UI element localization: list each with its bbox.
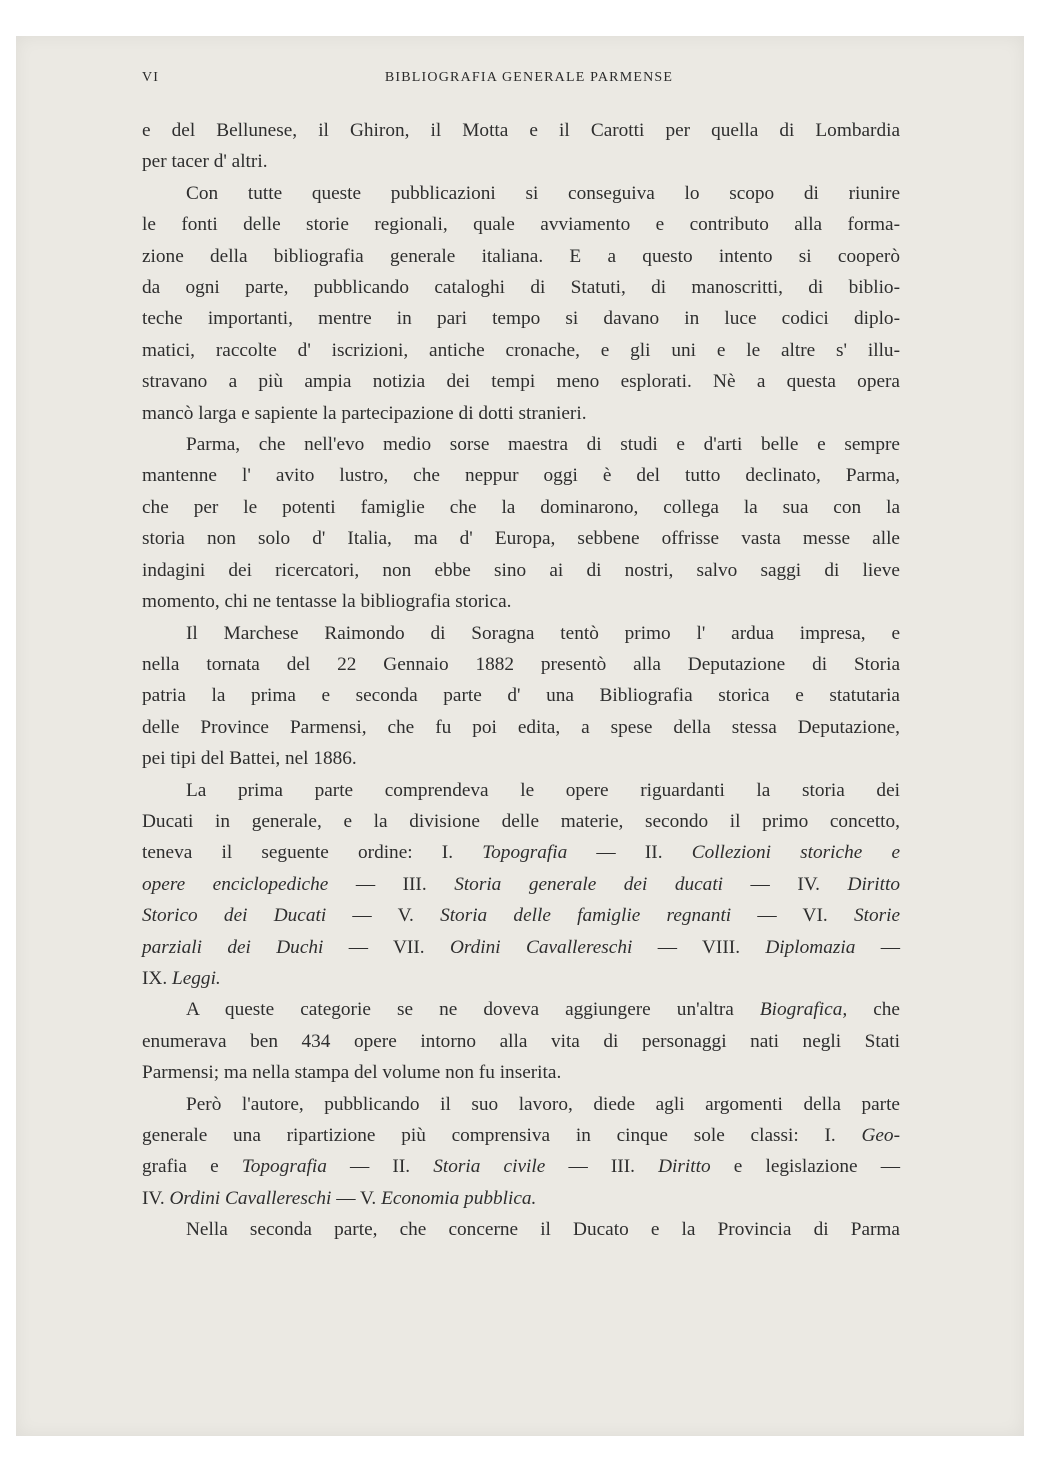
text-line: stravano a più ampia notizia dei tempi meno esplorati. Nè a questa opera [142,371,900,393]
text-line: Ducati in generale, e la divisione delle materie, secondo il primo concetto, [142,810,900,832]
text-line: da ogni parte, pubblicando cataloghi di Statuti, di manoscritti, di biblio- [142,277,900,299]
text-line: A queste categorie se ne doveva aggiungere un'altra Biografica, che [186,999,900,1021]
text-line: teneva il seguente ordine: I. Topografia — II. Collezioni storiche e [142,842,900,864]
text-line: teche importanti, mentre in pari tempo si davano in luce codici diplo- [142,308,900,330]
text-line: enumerava ben 434 opere intorno alla vita di personaggi nati negli Stati [142,1030,900,1052]
text-line: mancò larga e sapiente la partecipazione di dotti stranieri. [142,402,587,424]
text-line: Storico dei Ducati — V. Storia delle famiglie regnanti — VI. Storie [142,905,901,927]
running-header [142,70,916,90]
text-line: parziali dei Duchi — VII. Ordini Cavallereschi — VIII. Diplomazia — [142,936,900,958]
text-line: IX. Leggi. [142,967,221,989]
text-line: le fonti delle storie regionali, quale avviamento e contributo alla forma- [142,214,900,236]
text-line: IV. Ordini Cavallereschi — V. Economia pubblica. [142,1187,537,1209]
text-line: delle Province Parmensi, che fu poi edita, a spese della stessa Deputazione, [142,716,900,738]
text-line: pei tipi del Battei, nel 1886. [142,748,357,770]
page-number: VI [142,70,160,85]
text-line: zione della bibliografia generale italiana. E a questo intento si cooperò [142,245,900,267]
text-line: generale una ripartizione più comprensiva in cinque sole classi: I. Geo- [142,1125,900,1146]
text-line: Parmensi; ma nella stampa del volume non fu inserita. [142,1062,562,1084]
text-line: indagini dei ricercatori, non ebbe sino ai di nostri, salvo saggi di lieve [142,559,900,581]
body-text [142,115,900,1246]
text-line: Con tutte queste pubblicazioni si conseguiva lo scopo di riunire [186,182,900,204]
text-line: storia non solo d' Italia, ma d' Europa, sebbene offrisse vasta messe alle [142,528,900,550]
text-line: Però l'autore, pubblicando il suo lavoro, diede agli argomenti della parte [186,1093,900,1115]
text-line: opere enciclopediche — III. Storia generale dei ducati — IV. Diritto [142,873,901,895]
text-line: matici, raccolte d' iscrizioni, antiche cronache, e gli uni e le altre s' illu- [142,339,900,361]
text-line: Nella seconda parte, che concerne il Ducato e la Provincia di Parma [186,1219,900,1241]
text-line: mantenne l' avito lustro, che neppur oggi è del tutto declinato, Parma, [142,465,900,487]
text-line: momento, chi ne tentasse la bibliografia storica. [142,591,512,613]
text-line: grafia e Topografia — II. Storia civile — III. Diritto e legislazione — [142,1156,901,1178]
running-title: BIBLIOGRAFIA GENERALE PARMENSE [384,70,674,85]
text-line: e del Bellunese, il Ghiron, il Motta e il Carotti per quella di Lombardia [142,120,900,141]
text-line: per tacer d' altri. [142,151,268,173]
text-line: La prima parte comprendeva le opere riguardanti la storia dei [186,779,900,801]
text-line: patria la prima e seconda parte d' una Bibliografia storica e statutaria [142,685,900,707]
text-line: che per le potenti famiglie che la dominarono, collega la sua con la [142,496,900,518]
text-line: nella tornata del 22 Gennaio 1882 presentò alla Deputazione di Storia [142,653,900,675]
text-line: Parma, che nell'evo medio sorse maestra di studi e d'arti belle e sempre [186,434,900,456]
text-line: Il Marchese Raimondo di Soragna tentò primo l' ardua impresa, e [186,622,900,644]
